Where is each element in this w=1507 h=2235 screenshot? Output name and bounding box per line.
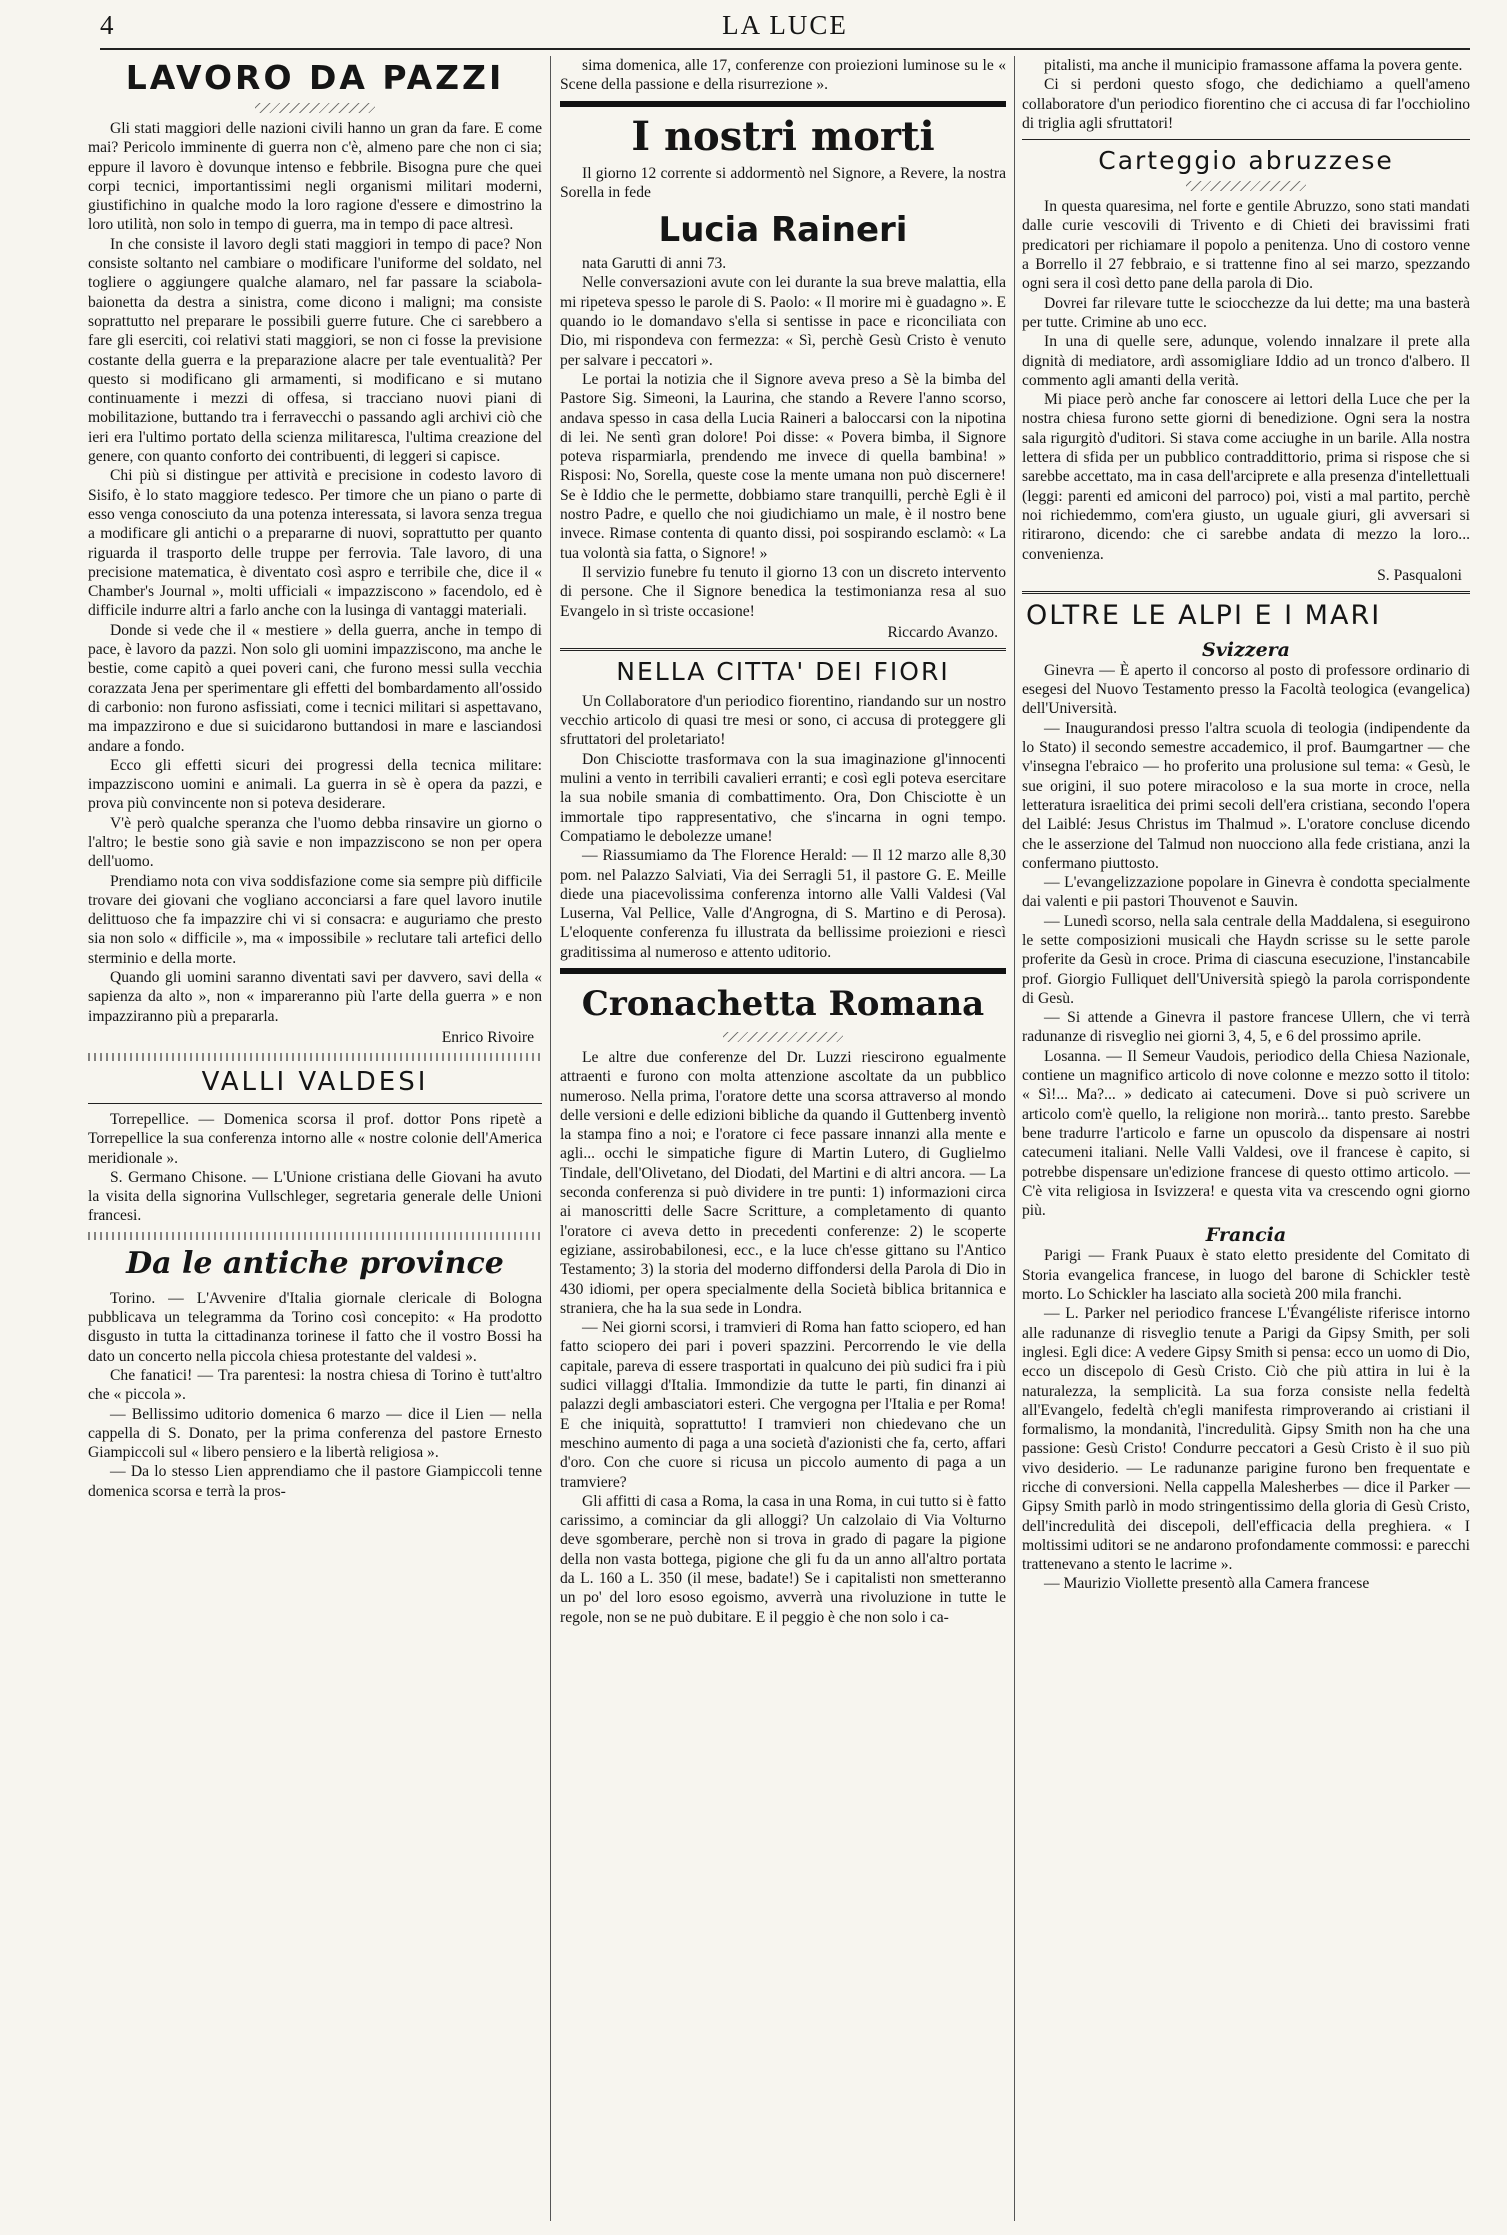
column-divider [1014,56,1015,2221]
country-heading-francia: Francia [1205,1224,1287,1247]
section-divider [1022,139,1470,140]
section-divider [88,1103,542,1104]
country-heading-svizzera: Svizzera [1202,638,1290,661]
paragraph: Losanna. — Il Semeur Vaudois, periodico della Chiesa Nazionale, contiene un magnifico articolo di nove colonne e mezzo sotto il titolo: « Sì!... Ma?... » dedicato ai catecumeni. Dove si può scrivere un articolo com'è quello, la religione non morirà... tanto presto. Sarebbe bene tradurre l'articolo e farne un opuscolo da dispensare ai nostri catecumeni italiani. Nelle Valli Valdesi, ove il francese è capito, si potrebbe dispensare un'edizione francese di questo ottimo articolo. — C'è vita religiosa in Isvizzera! e questa vita va crescendo ogni giorno più. [1022,1047,1470,1220]
section-title-fiori: NELLA CITTA' DEI FIORI [616,656,950,686]
page-header [100,10,1470,50]
section-title-morti: I nostri morti [631,112,935,160]
title-ornament [723,1032,843,1042]
section-title-province: Da le antiche province [126,1245,504,1281]
section-title-romana: Cronachetta Romana [581,983,985,1024]
paragraph: Ginevra — È aperto il concorso al posto di professore ordinario di esegesi del Nuovo Testamento presso la Facoltà teologica (evangelica) dell'Università. [1022,661,1470,718]
paragraph: — L'evangelizzazione popolare in Ginevra è condotta specialmente dai valenti e pii pastori Thouvenot e Sauvin. [1022,874,1470,911]
section-divider [1022,591,1470,594]
paragraph: In che consiste il lavoro degli stati maggiori in tempo di pace? Non consiste soltanto nel cambiare o modificare l'uniforme del soldato, nel togliere o aggiungere qualche alamaro, nel far passare la sciabola-baionetta da destra a sinistra, come dicono i maligni; ma consiste soprattutto nel preparare le possibili guerre future. Che ci sarebbero a fare gli eserciti, coi relativi stati maggiori, se non ci fosse la previsione costante della guerra e la preparazione alacre per tale eventualità? Per questo si modificano gli armamenti, si modificano e si mutano continuamente i mezzi di offesa, si tracciano nuovi piani di mobilitazione, buttando tra i ferravecchi o passando agli archivi ciò che ieri era l'ultimo portato della scienza militaresca, l'ultima creazione del genere, con quanto conforto dei contribuenti, di leggeri si capisce. [88,235,542,466]
section-divider [88,1053,542,1061]
paragraph: Torrepellice. — Domenica scorsa il prof. dottor Pons ripetè a Torrepellice la sua conferenza intorno alle « nostre colonie dell'America meridionale ». [88,1110,542,1167]
section-divider [560,101,1006,107]
paragraph: Gli stati maggiori delle nazioni civili hanno un gran da fare. E come mai? Pericolo imminente di guerra non c'è, almeno pare che non ci sia; eppure il lavoro è dovunque intenso e febbrile. Bisogna pure che quei corpi tecnici, importantissimi negli organismi militari moderni, giustifichino in qualche modo la loro ragione d'essere e dimostrino la loro utilità, non solo in tempo di guerra, ma in tempo di pace altresì. [88,120,542,234]
paragraph: — Bellissimo uditorio domenica 6 marzo — dice il Lien — nella cappella di S. Donato, per la prima conferenza del pastore Ernesto Giampiccoli sul « libero pensiero e la libertà religiosa ». [88,1405,542,1462]
column-3 [1022,56,1470,2226]
section-title-valli: VALLI VALDESI [201,1066,429,1097]
paragraph: Un Collaboratore d'un periodico fiorentino, riandando sur un nostro vecchio articolo di quasi tre mesi or sono, ci accusa di proteggere gli sfruttatori del proletariato! [560,692,1006,749]
signature: Riccardo Avanzo. [887,623,998,641]
column-divider [550,56,551,2221]
deceased-name: Lucia Raineri [658,210,908,251]
paragraph: Parigi — Frank Puaux è stato eletto presidente del Comitato di Storia evangelica francese, in luogo del barone di Schickler testè morto. Lo Schickler ha lasciato alla società 200 mila franchi. [1022,1247,1470,1304]
column-1 [88,56,542,2226]
paragraph: — Nei giorni scorsi, i tramvieri di Roma han fatto sciopero, ed han fatto sciopero dei pari i poveri spazzini. Percorrendo le vie della capitale, pareva di essere trasportati in qualcuno dei più sudici fra i più sudici villaggi d'Italia. Immondizie da tutte le parti, fin dinanzi ai palazzi degli ambasciatori esteri. Che vergogna per l'Italia e per Roma! E che iniquità, soprattutto! I tramvieri non chiedevano che un meschino aumento di paga a una società d'azionisti che fa, certo, affari d'oro. Con che cuore si ricusa un piccolo aumento di paga a un tramviere? [560,1319,1006,1491]
paragraph: Mi piace però anche far conoscere ai lettori della Luce che per la nostra chiesa furono sette giorni di benedizione. Ogni sera la nostra sala rigurgitò d'uditori. Si stava come acciughe in un barile. Alla nostra lettera di sfida per un pubblico contraddittorio, prima si rispose che si sarebbe accettato, ma in casa dell'arciprete e alla presenza d'intellettuali (leggi: parenti ed amiconi del parroco) poi, visti a mal partito, perchè noi richiedemmo, com'era giusto, un uguale giuri, gli avversari si ritirarono, dicendo: che ci sarebbe andata di mezzo la loro... convenienza. [1022,391,1470,563]
section-divider [560,648,1006,651]
signature: S. Pasqualoni [1377,566,1462,584]
section-title-alpi: OLTRE LE ALPI E I MARI [1026,599,1382,631]
paragraph: — L. Parker nel periodico francese L'Évangéliste riferisce intorno alle radunanze di risveglio tenute a Parigi da Gipsy Smith, per soli inglesi. Egli dice: A vedere Gipsy Smith si pensa: ecco un uomo di Dio, ecco un discepolo di Gesù Cristo. Ciò che più attira in lui è la naturalezza, la semplicità. La sua forza consiste nella fedeltà all'Evangelo, fedeltà ch'egli manifesta rimproverando ai cristiani il formalismo, la mondanità, l'incredulità. Gipsy Smith non ha che una passione: Gesù Cristo! Condurre peccatori a Gesù Cristo è il suo più vivo desiderio. — Le radunanze parigine furono ben frequentate e ricche di conversioni. Nella cappella Malesherbes — dice il Parker — Gipsy Smith parlò in modo stringentissimo della gloria di Gesù Cristo, dell'incredulità dei discepoli, dell'efficacia della preghiera. « I moltissimi uditori se ne andarono profondamente commossi: e parecchi trattenevano a stento le lacrime ». [1022,1305,1470,1574]
paragraph: — Riassumiamo da The Florence Herald: — Il 12 marzo alle 8,30 pom. nel Palazzo Salviati, Via dei Serragli 51, il pastore G. E. Meille diede una piacevolissima conferenza intorno alle Valli Valdesi (Val Luserna, Val Pellice, Valle d'Angrogna, di S. Martino e di Perosa). L'eloquente conferenza fu illustrata da bellissime proiezioni e riescì graditissima al numeroso e attento uditorio. [560,847,1006,961]
paragraph: sima domenica, alle 17, conferenze con proiezioni luminose su le « Scene della passione e della risurrezione ». [560,57,1006,94]
section-divider [560,968,1006,974]
paragraph: In una di quelle sere, adunque, volendo innalzare il prete alla dignità di mediatore, ardì assomigliare Iddio ad un tronco d'albero. Il commento agli amanti della verità. [1022,333,1470,389]
paragraph: Don Chisciotte trasformava con la sua imaginazione gl'innocenti mulini a vento in terribili cavalieri erranti; e così egli poteva esercitare la sua nobile smania di combattimento. Ora, Don Chisciotte è un immortale tipo rappresentativo, che s'incarna in ogni tempo. Compatiamo le debolezze umane! [560,750,1006,845]
section-title-carteggio: Carteggio abruzzese [1098,146,1394,176]
paragraph: nata Garutti di anni 73. [582,255,727,273]
paragraph: Dovrei far rilevare tutte le sciocchezze da lui dette; ma una basterà per tutte. Crimine ab uno ecc. [1022,294,1470,331]
paragraph: In questa quaresima, nel forte e gentile Abruzzo, sono stati mandati dalle curie vescovili di Trivento e di Chieti dei bravissimi frati predicatori per richiamare il popolo a penitenza. Uno di costoro venne a Borrello il 27 febbraio, e si trattenne fino al sei marzo, spezzando ogni sera il così detto pane della parola di Dio. [1022,198,1470,293]
paragraph: pitalisti, ma anche il municipio framassone affama la povera gente. [1044,57,1463,74]
signature: Enrico Rivoire [441,1028,534,1046]
paragraph: — Lunedì scorso, nella sala centrale della Maddalena, si eseguirono le sette composizioni musicali che Haydn scrisse su le sette parole proferite da Gesù in croce. Prima di ciascuna esecuzione, l'instancabile prof. Giorgio Fulliquet dell'Università spiegò la parola corrispondente di Gesù. [1022,912,1470,1007]
paragraph: Gli affitti di casa a Roma, la casa in una Roma, in cui tutto si è fatto carissimo, a cominciar da gli alloggi? Un calzolaio di Via Volturno deve sgomberare, perchè non si trova in grado di pagare la pigione della non vasta bottega, pigione che gli fu da un anno all'altro portata da L. 160 a L. 350 (il mese, badate!) Se i capitalisti non smetteranno un po' del loro esoso egoismo, avverrà una rivoluzione in tutte le regole, non se ne può dubitare. E il peggio è che non solo i ca- [560,1492,1006,1626]
paragraph: Le altre due conferenze del Dr. Luzzi riescirono egualmente attraenti e furono con molta attenzione ascoltate da un pubblico numeroso. Nella prima, l'oratore dette una scorsa attraverso al mondo delle versioni e delle edizioni bibliche da quando il Guttenberg inventò la stampa fino a noi; e l'oratore ci fece passare innanzi alla mente e agli... occhi le simpatiche figure di Martin Lutero, di Guglielmo Tindale, dell'Olivetano, del Diodati, del Martini e di altri ancora. — La seconda conferenza si può dividere in tre punti: 1) informazioni circa ai manoscritti delle Sacre Scritture, a completamento di quanto l'oratore ci aveva detto in precedenti conferenze: 2) le scoperte egiziane, assirobabilonesi, ecc., e la luce ch'esse gittano su l'Antico Testamento; 3) la storia del moderno diffondersi della Parola di Dio in 430 idiomi, per opera specialmente della Società biblica britannica e straniera, che ha la sua sede in Londra. [560,1048,1006,1317]
paragraph: — Inaugurandosi presso l'altra scuola di teologia (indipendente da lo Stato) il secondo semestre accademico, il prof. Baumgartner — che v'insegna l'ebraico — ho proferito una prolusione sul tema: « Gesù, le sue origini, il suo potere miracoloso e la sua morte in croce, nella letteratura israelitica dei primi secoli dell'era cristiana, secondo l'opera del Laiblé: Jesus Christus im Thalmud ». L'oratore concluse dicendo che le asserzione del Talmud non nuocciono alla fede cristiana, anzi la confermano piuttosto. [1022,719,1470,872]
section-divider [88,1232,542,1240]
paragraph: S. Germano Chisone. — L'Unione cristiana delle Giovani ha avuto la visita della signorina Vullschleger, segretaria generale delle Unioni francesi. [88,1168,542,1225]
paragraph: Ecco gli effetti sicuri dei progressi della tecnica militare: impazziscono uomini e animali. La guerra in sè è opera da pazzi, e prova più convincente non si poteva desiderare. [88,756,542,813]
paragraph: Torino. — L'Avvenire d'Italia giornale clericale di Bologna pubblicava un telegramma da Torino così concepito: « Ha prodotto disgusto in tutta la cittadinanza torinese il fatto che il vostro Bossi ha dato un concerto nella piccola chiesa protestante del valdesi ». [88,1289,542,1365]
paragraph: Donde si vede che il « mestiere » della guerra, anche in tempo di pace, è lavoro da pazzi. Non solo gli uomini impazziscono, ma anche le bestie, come capitò a quei poveri cani, che furono messi sulla vecchia corazzata Jena per sperimentare gli effetti del bombardamento all'ossido di carbonio: non furono asfissiati, come i tecnici militari si aspettavano, ma impazzirono e due si suicidarono buttandosi in mare e lasciandosi andare a fondo. [88,621,542,755]
paragraph: — Si attende a Ginevra il pastore francese Ullern, che vi terrà radunanze di risveglio nei giorni 3, 4, 5, e 6 del prossimo aprile. [1022,1009,1470,1046]
paragraph: — Maurizio Viollette presentò alla Camera francese [1044,1575,1370,1593]
title-ornament [1186,181,1306,191]
paragraph: — Da lo stesso Lien apprendiamo che il pastore Giampiccoli tenne domenica scorsa e terrà la pros- [88,1463,542,1500]
paragraph: Nelle conversazioni avute con lei durante la sua breve malattia, ella mi ripeteva spesso le parole di S. Paolo: « Il morire mi è guadagno ». E quando io le domandavo s'ella si sentisse in pace e riconciliata con Dio, mi rispondeva con fermezza: « Sì, perchè Gesù Cristo è venuto per salvare i peccatori ». [560,274,1006,369]
header-rule [100,48,1470,50]
paragraph: V'è però qualche speranza che l'uomo debba rinsavire un giorno o l'altro; le bestie sono già savie e non impazziscono se non per opera dell'uomo. [88,814,542,871]
newspaper-title: LA LUCE [722,10,848,40]
page-number: 4 [100,10,114,40]
paragraph: Prendiamo nota con viva soddisfazione come sia sempre più difficile trovare dei giovani che vogliano acconciarsi a fare quel lavoro inutile delittuoso che fa impazzire chi vi si consacra: e auguriamo che presto sia non solo « difficile », ma « impossibile » reclutare tali artefici dello sterminio e della morte. [88,872,542,967]
paragraph: Il giorno 12 corrente si addormentò nel Signore, a Revere, la nostra Sorella in fede [560,164,1006,201]
paragraph: Quando gli uomini saranno diventati savi per davvero, savi della « sapienza da alto », non « impareranno più l'arte della guerra » e non impazziranno più a prepararla. [88,969,542,1025]
article-title-lavoro: LAVORO DA PAZZI [125,58,505,97]
paragraph: Chi più si distingue per attività e precisione in codesto lavoro di Sisifo, è lo stato maggiore tedesco. Per timore che un piano o parte di esso venga conosciuto da una potenza interessata, si lavora senza tregua a modificare gli antichi o a prepararne di nuovi, soprattutto per quanto riguarda il trasporto delle truppe per ferrovia. Tale lavoro, di una precisione matematica, è diventato così aspro e terribile che, dice il « Chamber's Journal », molti ufficiali « impazziscono » facendolo, ed è difficile indurre altri a farlo anche con la lusinga di vantaggi materiali. [88,467,542,620]
title-ornament [255,103,375,113]
column-2 [560,56,1006,2226]
paragraph: Le portai la notizia che il Signore aveva preso a Sè la bimba del Pastore Sig. Simeoni, la Laurina, che stando a Revere l'anno scorso, andava spesso in casa della Lucia Raineri a baloccarsi con la nipotina di lei. Ne sentì gran dolore! Poi disse: « Povera bimba, il Signore poteva risparmiarla, prendendo me invece di quella bambina! » Risposi: No, Sorella, queste cose la mente umana non può discernere! Se è Iddio che le permette, dobbiamo stare tranquilli, perchè Egli è il nostro Padre, e quello che noi giudichiamo un male, è il nostro bene invece. Rimase contenta di quanto dissi, poi sospirando esclamò: « La tua volontà sia fatta, o Signore! » [560,370,1006,562]
paragraph: Il servizio funebre fu tenuto il giorno 13 con un discreto intervento di persone. Che il Signore benedica la testimonianza resa al suo Evangelo in sì triste occasione! [560,563,1006,620]
paragraph: Ci si perdoni questo sfogo, che dedichiamo a quell'ameno collaboratore d'un periodico fiorentino che ci accusa di far l'occhiolino di triglia agli sfruttatori! [1022,76,1470,132]
paragraph: Che fanatici! — Tra parentesi: la nostra chiesa di Torino è tutt'altro che « piccola ». [88,1366,542,1404]
